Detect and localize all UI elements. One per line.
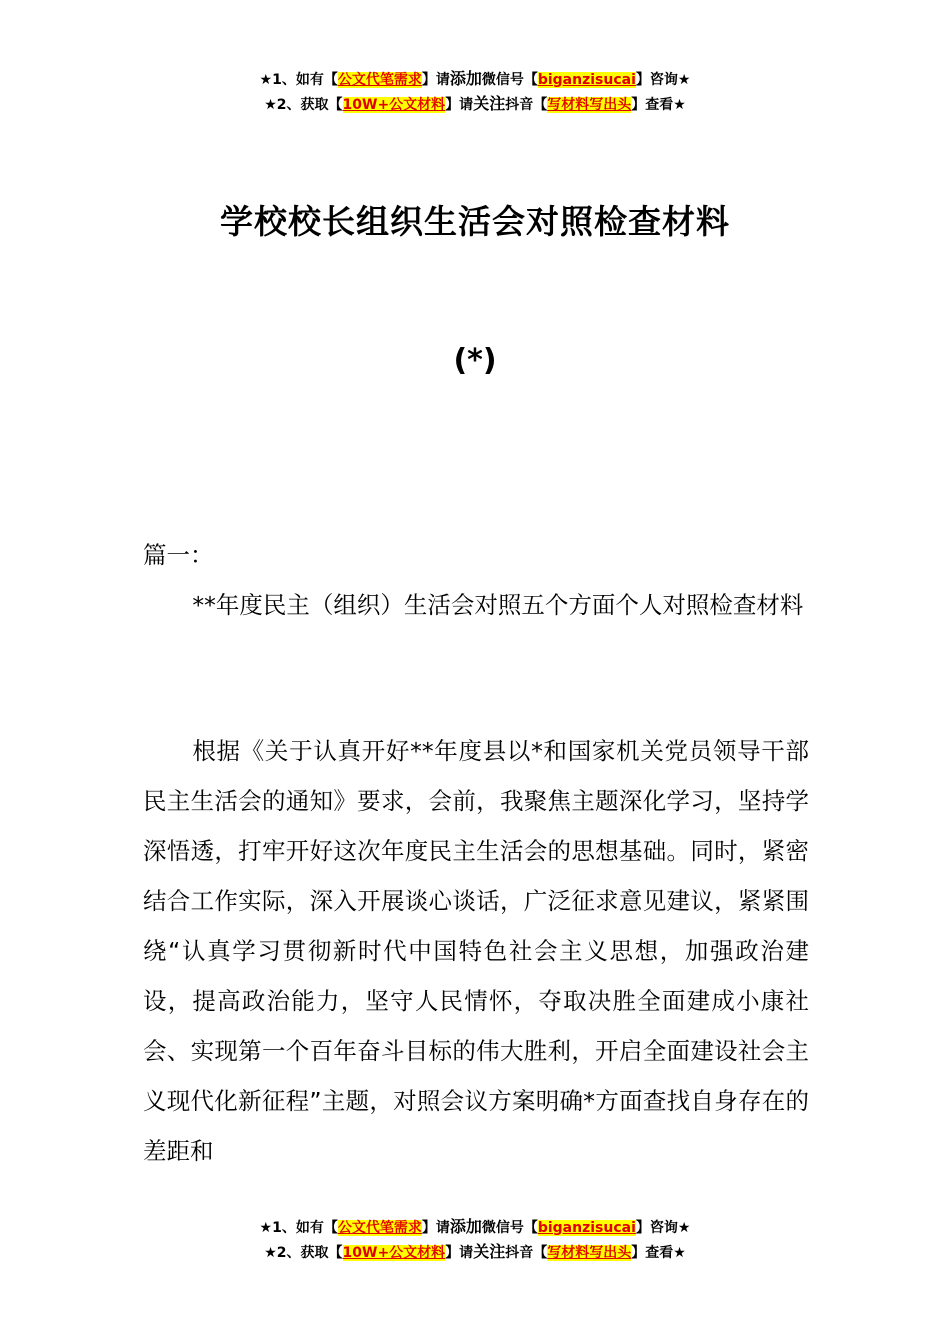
- document-title: 学校校长组织生活会对照检查材料: [220, 202, 730, 241]
- star-icon: ★: [259, 1220, 273, 1236]
- document-subtitle: (*): [453, 343, 497, 378]
- highlight-douyin-account: 写材料写出头: [547, 1245, 632, 1261]
- banner-line-1: ★1、如有【公文代笔需求】请添加微信号【biganzisucai】咨询★: [259, 1217, 691, 1236]
- star-icon: ★: [264, 97, 277, 113]
- star-icon: ★: [264, 1245, 277, 1261]
- header-banner: [0, 67, 950, 117]
- section-heading-text: **年度民主（组织）生活会对照五个方面个人对照检查材料: [192, 591, 804, 619]
- highlight-wechat-id: biganzisucai: [537, 72, 636, 88]
- highlight-materials: 10W+公文材料: [342, 97, 446, 113]
- star-icon: ★: [259, 72, 273, 88]
- highlight-service: 公文代笔需求: [337, 1220, 422, 1236]
- footer-banner: [0, 1215, 950, 1265]
- body-paragraph: 根据《关于认真开好**年度县以*和国家机关党员领导干部民主生活会的通知》要求，会前，我聚焦主题深化学习，坚持学深悟透，打牢开好这次年度民主生活会的思想基础。同时，紧密结合工作实际，深入开展谈心谈话，广泛征求意见建议，紧紧围绕“认真学习贯彻新时代中国特色社会主义思想，加强政治建设，提高政治能力，坚守人民情怀，夺取决胜全面建成小康社会、实现第一个百年奋斗目标的伟大胜利，开启全面建设社会主义现代化新征程”主题，对照会议方案明确*方面查找自身存在的差距和: [143, 737, 809, 1165]
- highlight-douyin-account: 写材料写出头: [547, 97, 632, 113]
- body-text: [143, 726, 809, 1176]
- banner-line-2: ★2、获取【10W+公文材料】请关注抖音【写材料写出头】查看★: [264, 94, 686, 113]
- banner-line-1: ★1、如有【公文代笔需求】请添加微信号【biganzisucai】咨询★: [259, 69, 691, 88]
- highlight-wechat-id: biganzisucai: [537, 1220, 636, 1236]
- highlight-service: 公文代笔需求: [337, 72, 422, 88]
- highlight-materials: 10W+公文材料: [342, 1245, 446, 1261]
- section-label: 篇一：: [143, 541, 214, 569]
- section-heading: [143, 580, 809, 630]
- banner-line-2: ★2、获取【10W+公文材料】请关注抖音【写材料写出头】查看★: [264, 1242, 686, 1261]
